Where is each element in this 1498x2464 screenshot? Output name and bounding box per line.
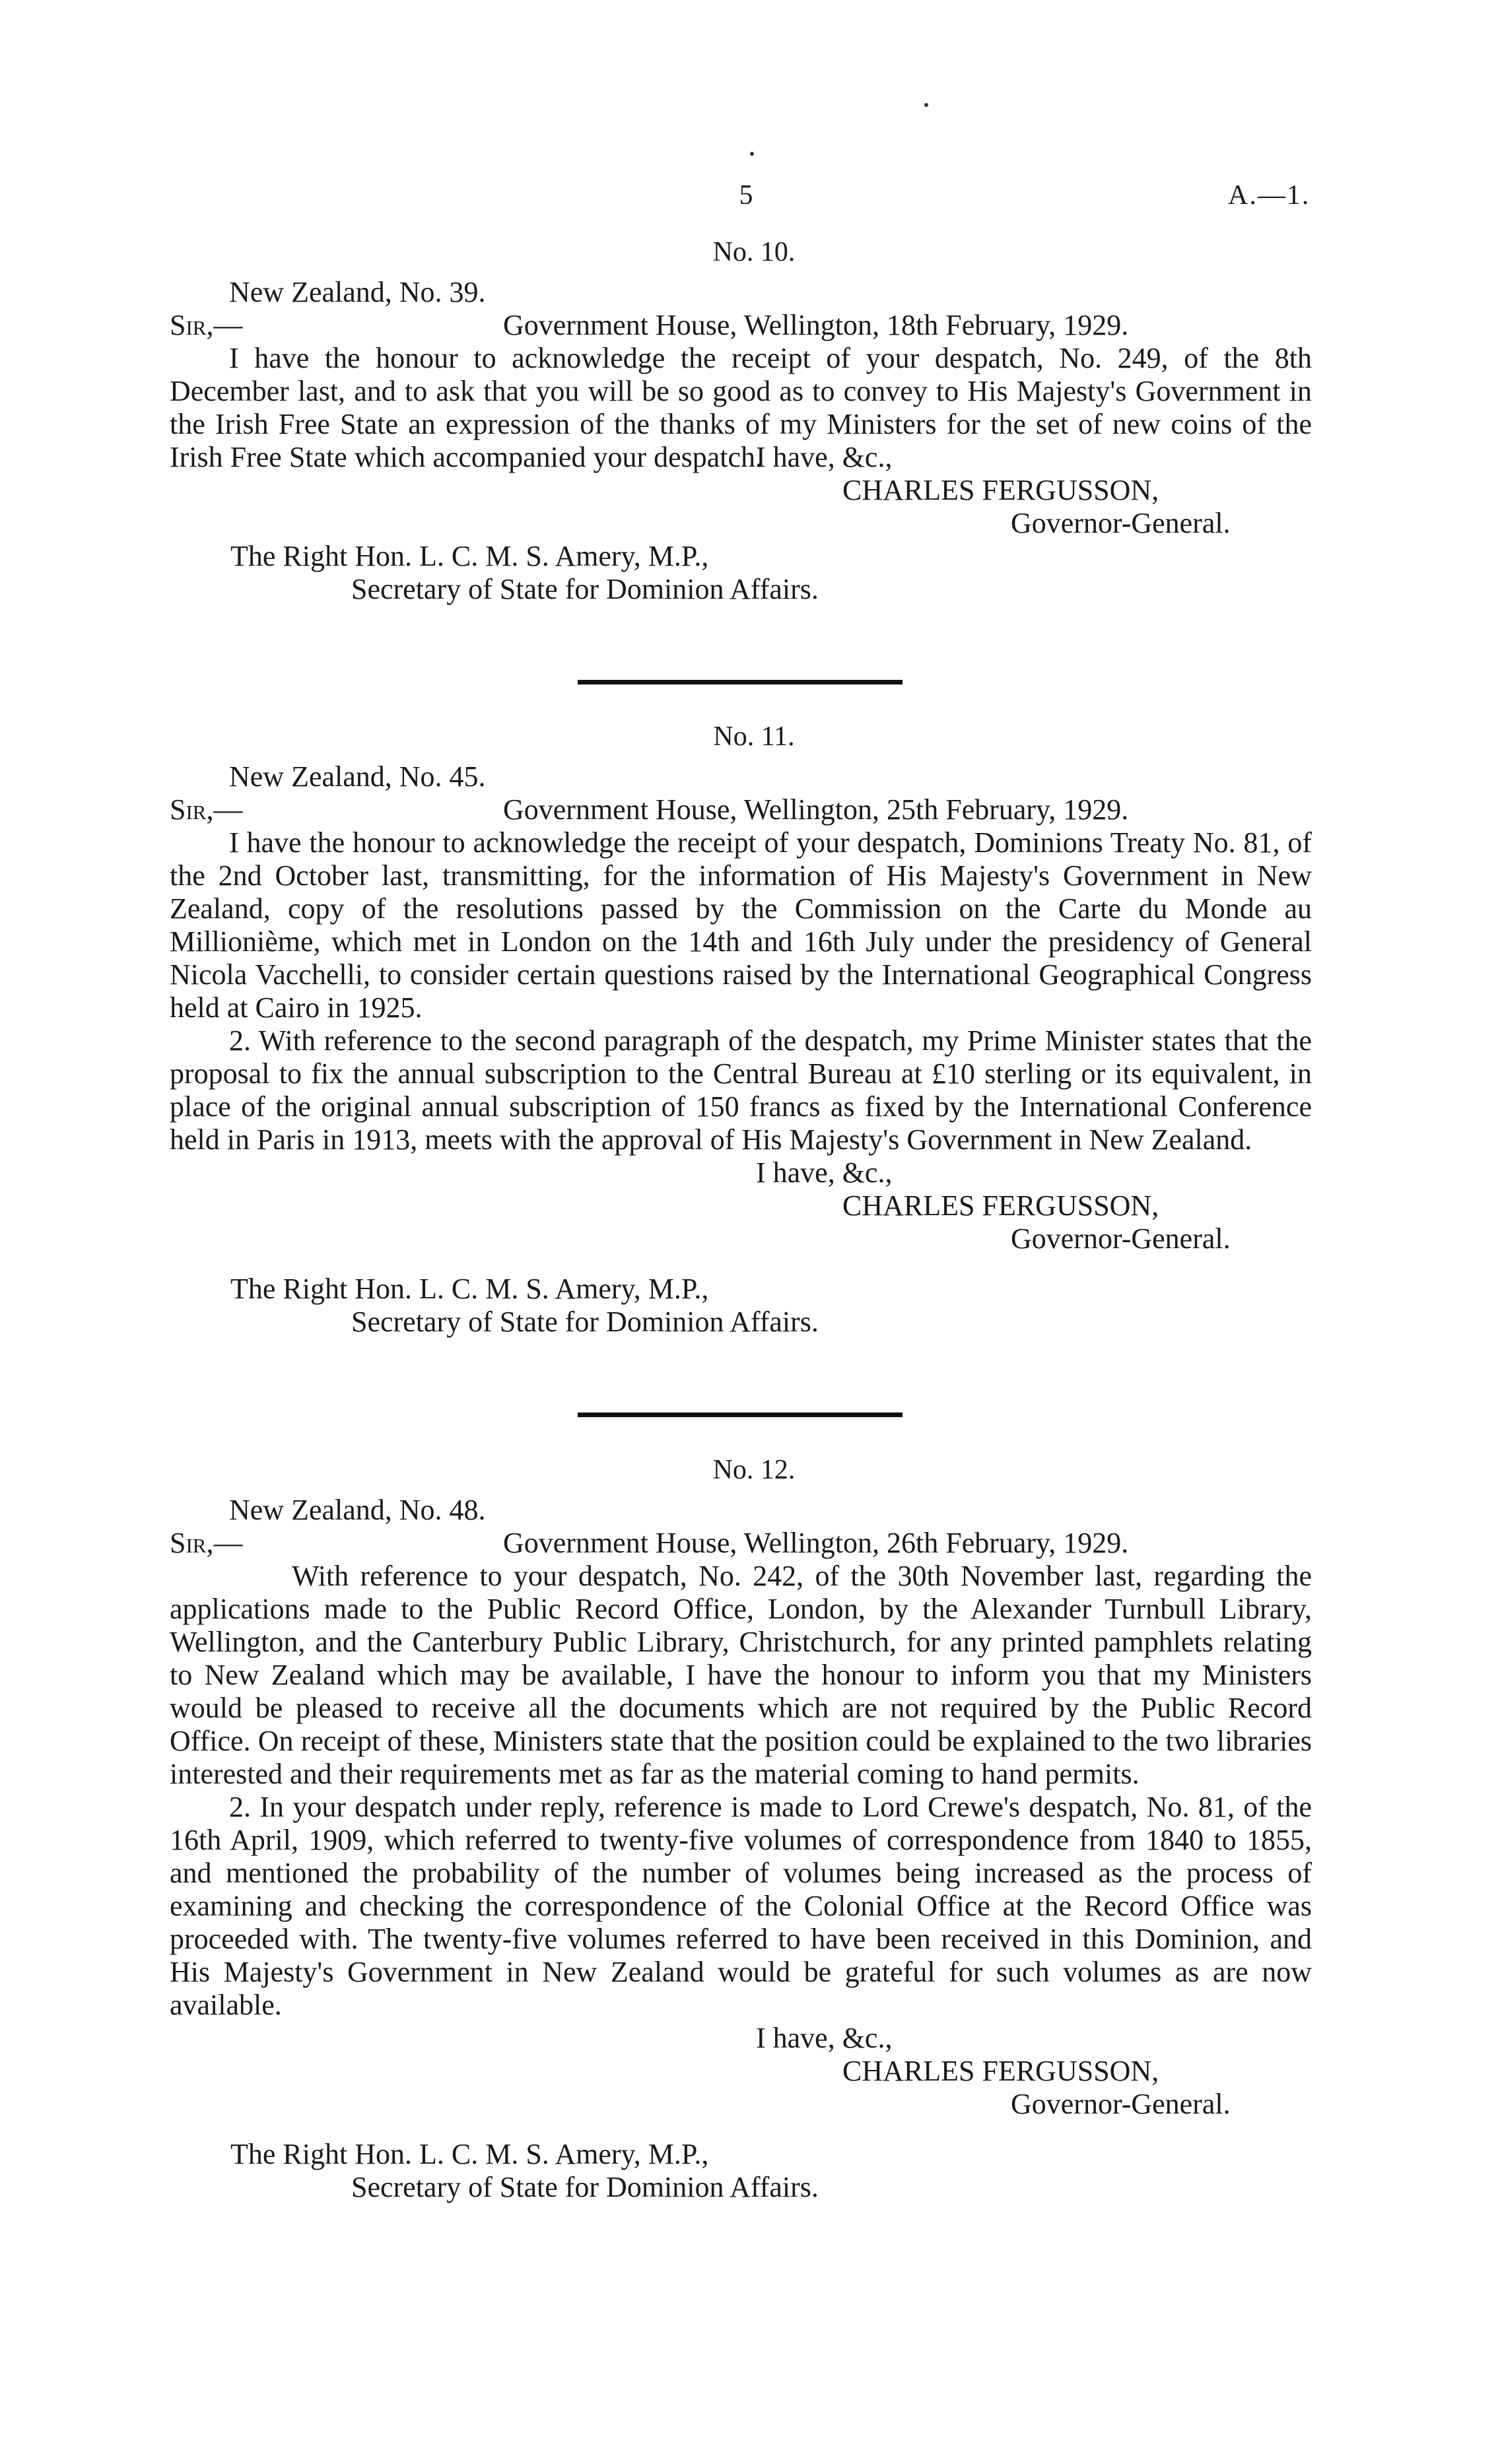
- paragraph: With reference to your despatch, No. 242, of the 30th November last, regarding the applications made to the Public Record Office, London, by the Alexander Turnbull Library, Wellington, and the Canterbury Public Library, Christchurch, for any printed pamphlets relating to New Zealand which may be available, I have the honour to inform you that my Ministers would be pleased to receive all the documents which are not required by the Public Record Office. On receipt of these, Ministers state that the position could be explained to the two libraries interested and their requirements met as far as the material coming to hand permits.: [170, 1560, 1312, 1790]
- recipient: [170, 2138, 1312, 2204]
- recipient-name: The Right Hon. L. C. M. S. Amery, M.P.,: [230, 540, 709, 572]
- salutation-line: [170, 793, 1312, 826]
- page-number: 5: [739, 180, 753, 211]
- salutation: Sir,—: [170, 1527, 243, 1559]
- recipient-office: Secretary of State for Dominion Affairs.: [351, 2171, 819, 2203]
- paragraph: I have the honour to acknowledge the receipt of your despatch, No. 249, of the 8th December last, and to ask that you will be so good as to convey to His Majesty's Government in the Irish Free State an expression of the thanks of my Ministers for the set of new coins of the Irish Free State which accompanied your despatch.: [170, 342, 1312, 473]
- speck-mark: [750, 152, 754, 156]
- recipient-name: The Right Hon. L. C. M. S. Amery, M.P.,: [230, 2138, 709, 2170]
- paragraph: 2. With reference to the second paragraph of the despatch, my Prime Minister states that the proposal to fix the annual subscription to the Central Bureau at £10 sterling or its equivalent, in place of the original annual subscription of 150 francs as fixed by the International Conference held in Paris in 1913, meets with the approval of His Majesty's Government in New Zealand.: [170, 1024, 1312, 1156]
- signatory: CHARLES FERGUSSON,: [842, 1189, 1159, 1222]
- page-reference: A.—1.: [1228, 180, 1311, 211]
- title-row: [170, 507, 1312, 540]
- speck-mark: [924, 103, 928, 107]
- place-date: Government House, Wellington, 25th February, 1929.: [503, 793, 1129, 826]
- closing: I have, &c.,: [756, 1156, 893, 1189]
- despatch-no-12: [170, 1454, 1312, 2204]
- place-date: Government House, Wellington, 18th February, 1929.: [503, 309, 1129, 341]
- closing: I have, &c.,: [756, 441, 893, 473]
- signatory-title: Governor-General.: [1011, 2088, 1231, 2120]
- recipient-office: Secretary of State for Dominion Affairs.: [351, 573, 819, 605]
- closing-row: [170, 2022, 1312, 2055]
- paragraph: 2. In your despatch under reply, reference is made to Lord Crewe's despatch, No. 81, of the 16th April, 1909, which referred to twenty-five volumes of correspondence from 1840 to 1855, and mentioned the probability of the number of volumes being increased as the process of examining and checking the correspondence of the Colonial Office at the Record Office was proceeded with. The twenty-five volumes referred to have been received in this Dominion, and His Majesty's Government in New Zealand would be grateful for such volumes as are now available.: [170, 1791, 1312, 2021]
- closing: I have, &c.,: [756, 2022, 893, 2054]
- section-divider: [578, 680, 902, 684]
- signatory-row: [170, 2055, 1312, 2088]
- despatch-no-11: [170, 721, 1312, 1339]
- salutation: Sir,—: [170, 309, 243, 341]
- signatory-title: Governor-General.: [1011, 507, 1231, 539]
- place-date: Government House, Wellington, 26th February, 1929.: [503, 1527, 1129, 1559]
- paragraph: I have the honour to acknowledge the receipt of your despatch, Dominions Treaty No. 81, of the 2nd October last, transmitting, for the information of His Majesty's Government in New Zealand, copy of the resolutions passed by the Commission on the Carte du Monde au Millionième, which met in London on the 14th and 16th July under the presidency of General Nicola Vacchelli, to consider certain questions raised by the International Geographical Congress held at Cairo in 1925.: [170, 826, 1312, 1024]
- despatch-number: No. 12.: [712, 1455, 796, 1485]
- closing-row: [170, 1156, 1312, 1189]
- signatory-row: [170, 1189, 1312, 1222]
- title-row: [170, 1222, 1312, 1255]
- recipient-office: Secretary of State for Dominion Affairs.: [351, 1306, 819, 1338]
- signatory-row: [170, 474, 1312, 507]
- title-row: [170, 2088, 1312, 2121]
- recipient-name: The Right Hon. L. C. M. S. Amery, M.P.,: [230, 1273, 709, 1305]
- despatch-no-10: [170, 236, 1312, 606]
- despatch-reference: New Zealand, No. 48.: [229, 1494, 486, 1526]
- recipient: [170, 1273, 1312, 1339]
- signatory: CHARLES FERGUSSON,: [842, 474, 1159, 506]
- recipient: [170, 540, 1312, 606]
- despatch-reference: New Zealand, No. 45.: [229, 760, 486, 793]
- salutation-line: [170, 1527, 1312, 1560]
- despatch-number: No. 10.: [712, 237, 796, 267]
- despatch-reference: New Zealand, No. 39.: [229, 276, 486, 308]
- salutation: Sir,—: [170, 793, 243, 826]
- salutation-line: [170, 309, 1312, 342]
- closing-row: [170, 441, 1312, 474]
- despatch-number: No. 11.: [713, 721, 795, 752]
- signatory-title: Governor-General.: [1011, 1222, 1231, 1255]
- section-divider: [578, 1413, 902, 1417]
- signatory: CHARLES FERGUSSON,: [842, 2055, 1159, 2087]
